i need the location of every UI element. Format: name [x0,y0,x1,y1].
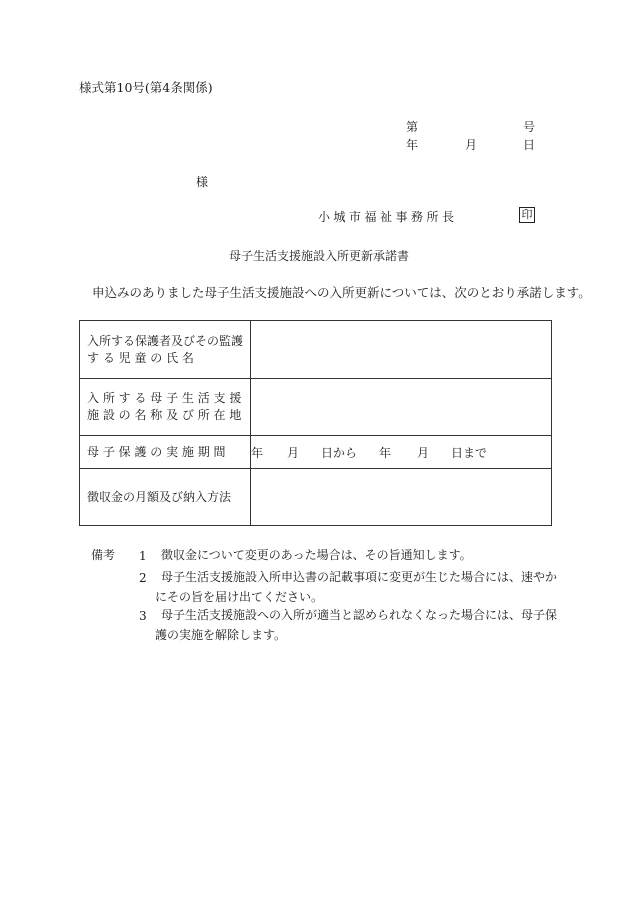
label-monthly-fee-method [80,469,251,526]
period-year-end: 年 [379,445,392,460]
document-title: 母子生活支援施設入所更新承諾書 [229,249,410,263]
remark-text: 徴収金について変更のあった場合は、その旨通知します。 [161,548,472,562]
remark-number: 1 [139,549,147,563]
document-number-prefix: 第 [406,120,419,134]
intro-text: 申込みのありました母子生活支援施設への入所更新については、次のとおり承諾します。 [92,285,591,300]
field-facility-name-address[interactable] [251,379,552,436]
remark-text: 母子生活支援施設への入所が適当と認められなくなった場合には、母子保 [161,608,558,622]
remark-text-continuation: にその旨を届け出てください。 [155,590,324,604]
date-day-label: 日 [523,138,536,152]
label-line: 母 子 保 護 の 実 施 期 間 [87,444,226,459]
field-protection-period[interactable] [251,436,552,469]
label-line: 入 所 す る 母 子 生 活 支 援 [87,391,242,405]
table-row-period [80,436,552,469]
period-month-end: 月 [417,445,430,460]
remarks-heading: 備考 [91,548,116,562]
seal-mark: 印 [519,207,535,223]
date-year-label: 年 [406,138,419,152]
period-day-from: 日から [321,445,358,460]
table-row-fee [80,469,552,526]
remark-number: 2 [139,571,147,585]
label-line: 入所する保護者及びその監護 [87,333,244,348]
form-table [79,320,552,526]
addressee-honorific: 様 [196,175,209,189]
period-month-start: 月 [287,445,300,460]
issuer-name: 小城市福祉事務所長 [318,210,458,224]
label-protection-period [80,436,251,469]
label-line: 徴収金の月額及び納入方法 [87,489,232,504]
table-row-facility [80,379,552,436]
form-number: 様式第10号(第4条関係) [79,80,213,95]
date-month-label: 月 [465,138,478,152]
label-guardian-child-name [80,321,251,379]
table-row-guardian-child [80,321,552,379]
field-guardian-child-name[interactable] [251,321,552,379]
label-line: す る 児 童 の 氏 名 [87,350,194,365]
remark-text-continuation: 護の実施を解除します。 [155,628,287,642]
remark-number: 3 [139,609,147,623]
remark-text: 母子生活支援施設入所申込書の記載事項に変更が生じた場合には、速やか [161,570,558,584]
document-number-suffix: 号 [523,120,536,134]
label-facility-name-address [80,379,251,436]
field-monthly-fee-method[interactable] [251,469,552,526]
label-line: 施 設 の 名 称 及 び 所 在 地 [87,408,242,422]
period-day-until: 日まで [451,445,488,460]
period-year-start: 年 [251,445,264,460]
